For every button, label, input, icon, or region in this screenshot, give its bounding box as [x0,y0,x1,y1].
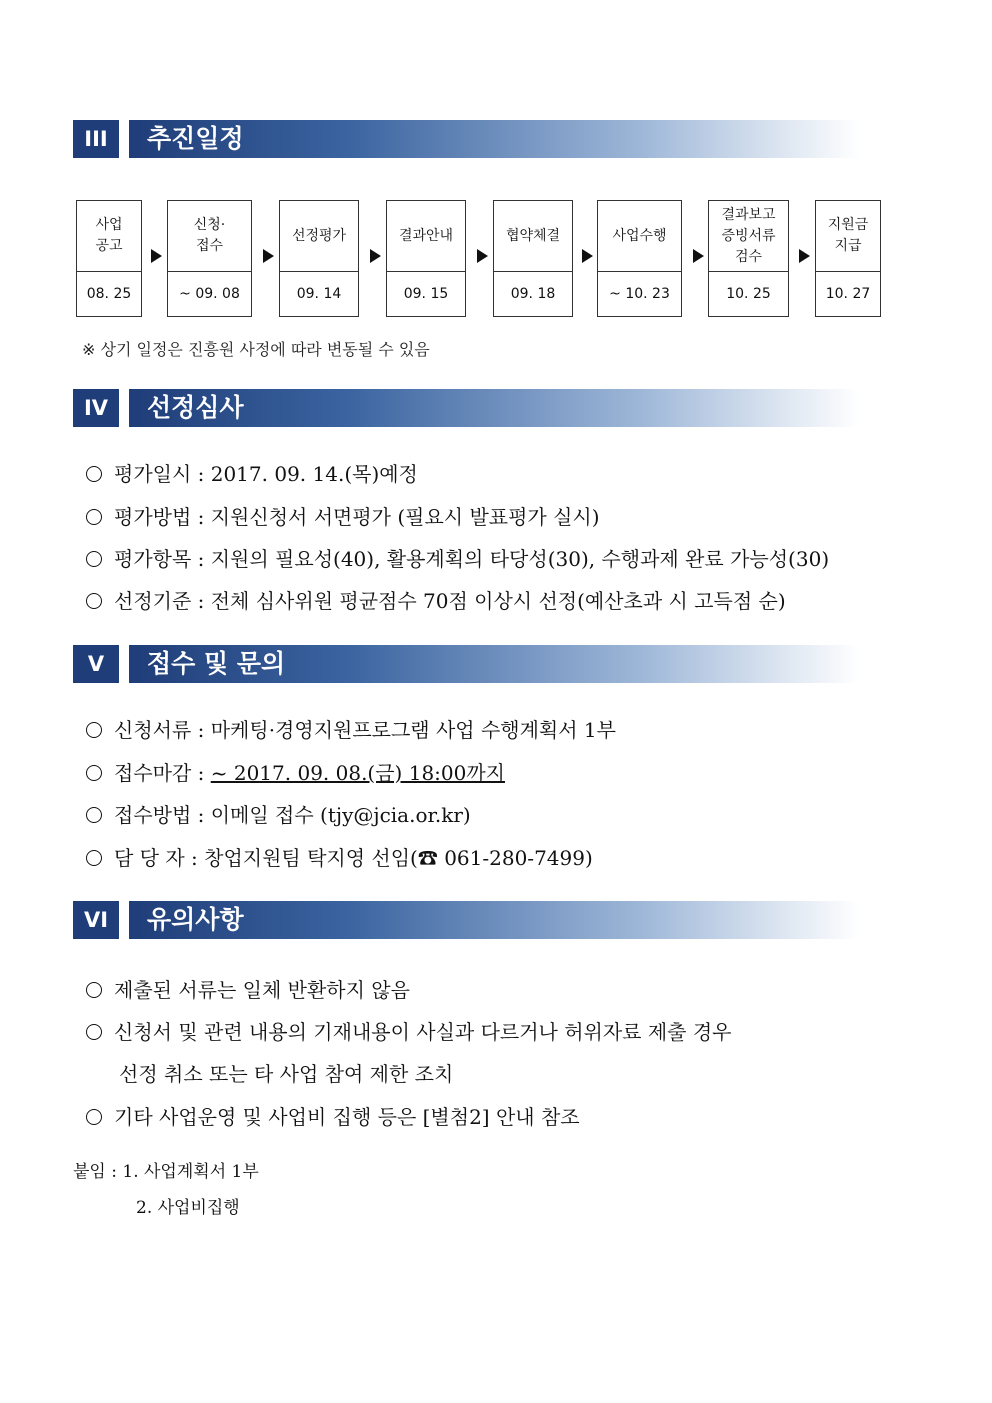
step-date: 10. 27 [816,271,880,316]
schedule-step [167,200,252,317]
circle-bullet-icon [86,509,102,525]
section-title: 추진일정 [147,124,244,153]
schedule-step [386,200,466,317]
circle-bullet-icon [86,982,102,998]
schedule-step [597,200,682,317]
schedule-step [708,200,789,317]
step-date: ~ 09. 08 [168,271,251,316]
circle-bullet-icon [86,1109,102,1125]
circle-bullet-icon [86,807,102,823]
attachment-line: 2. 사업비집행 [136,1198,240,1218]
contact-person-text: 담 당 자 : 창업지원팀 탁지영 선임(☎ 061-280-7499) [114,846,593,870]
review-standard-text: 선정기준 : 전체 심사위원 평균점수 70점 이상시 선정(예산초과 시 고득점 순) [114,589,786,613]
circle-bullet-icon [86,765,102,781]
list-item [86,842,593,871]
schedule-step [279,200,359,317]
arrow-right-icon [693,249,704,263]
section-header-schedule [73,120,860,158]
step-label: 결과안내 [398,227,454,244]
step-date: 09. 14 [280,271,358,316]
contact-deadline-label: 접수마감 : [114,761,211,785]
section-header-notices [73,901,860,939]
circle-bullet-icon [86,551,102,567]
review-criteria-text: 평가항목 : 지원의 필요성(40), 활용계획의 타당성(30), 수행과제 완료 가능성(30) [114,547,830,571]
step-label: 사업수행 [612,227,667,244]
list-item [86,974,410,1003]
arrow-right-icon [151,249,162,263]
arrow-right-icon [477,249,488,263]
arrow-right-icon [263,249,274,263]
circle-bullet-icon [86,850,102,866]
step-label: 협약체결 [505,227,561,244]
step-date: 10. 25 [709,271,788,316]
list-item [86,1101,580,1130]
circle-bullet-icon [86,1024,102,1040]
contact-deadline-value: ~ 2017. 09. 08.(금) 18:00까지 [210,761,505,785]
section-title: 선정심사 [147,393,244,422]
attachment-line: 붙임 : 1. 사업계획서 1부 [73,1162,259,1182]
step-label: 결과보고 증빙서류 검수 [721,206,776,265]
schedule-step [493,200,573,317]
arrow-right-icon [582,249,593,263]
review-method-text: 평가방법 : 지원신청서 서면평가 (필요시 발표평가 실시) [114,505,600,529]
step-date: ~ 10. 23 [598,271,681,316]
contact-method-text: 접수방법 : 이메일 접수 (tjy@jcia.or.kr) [114,803,471,827]
section-number: III [73,120,119,158]
circle-bullet-icon [86,593,102,609]
step-date: 09. 18 [494,271,572,316]
circle-bullet-icon [86,466,102,482]
section-title: 접수 및 문의 [147,649,286,678]
schedule-step [76,200,142,317]
list-item [86,1016,732,1045]
list-item [86,543,829,572]
notice-text: 제출된 서류는 일체 반환하지 않음 [114,978,410,1002]
notice-continuation: 선정 취소 또는 타 사업 참여 제한 조치 [119,1062,454,1086]
list-item [86,799,471,828]
arrow-right-icon [370,249,381,263]
list-item [86,757,505,786]
arrow-right-icon [799,249,810,263]
notice-text: 기타 사업운영 및 사업비 집행 등은 [별첨2] 안내 참조 [114,1105,580,1129]
section-number: VI [73,901,119,939]
list-item [86,458,418,487]
review-date-text: 평가일시 : 2017. 09. 14.(목)예정 [114,462,418,486]
section-title: 유의사항 [147,905,244,934]
notice-text: 신청서 및 관련 내용의 기재내용이 사실과 다르거나 허위자료 제출 경우 [114,1020,732,1044]
step-label: 신청· 접수 [193,217,226,254]
section-number: V [73,645,119,683]
list-item [86,585,786,614]
step-date: 08. 25 [77,271,141,316]
step-label: 사업 공고 [95,217,123,254]
section-header-review [73,389,860,427]
contact-docs-text: 신청서류 : 마케팅·경영지원프로그램 사업 수행계획서 1부 [114,718,616,742]
step-label: 지원금 지급 [827,217,869,254]
circle-bullet-icon [86,722,102,738]
section-number: IV [73,389,119,427]
step-date: 09. 15 [387,271,465,316]
schedule-step [815,200,881,317]
list-item [86,714,616,743]
section-header-contact [73,645,860,683]
step-label: 선정평가 [291,227,347,244]
schedule-note: ※ 상기 일정은 진흥원 사정에 따라 변동될 수 있음 [82,340,430,359]
list-item [86,501,600,530]
